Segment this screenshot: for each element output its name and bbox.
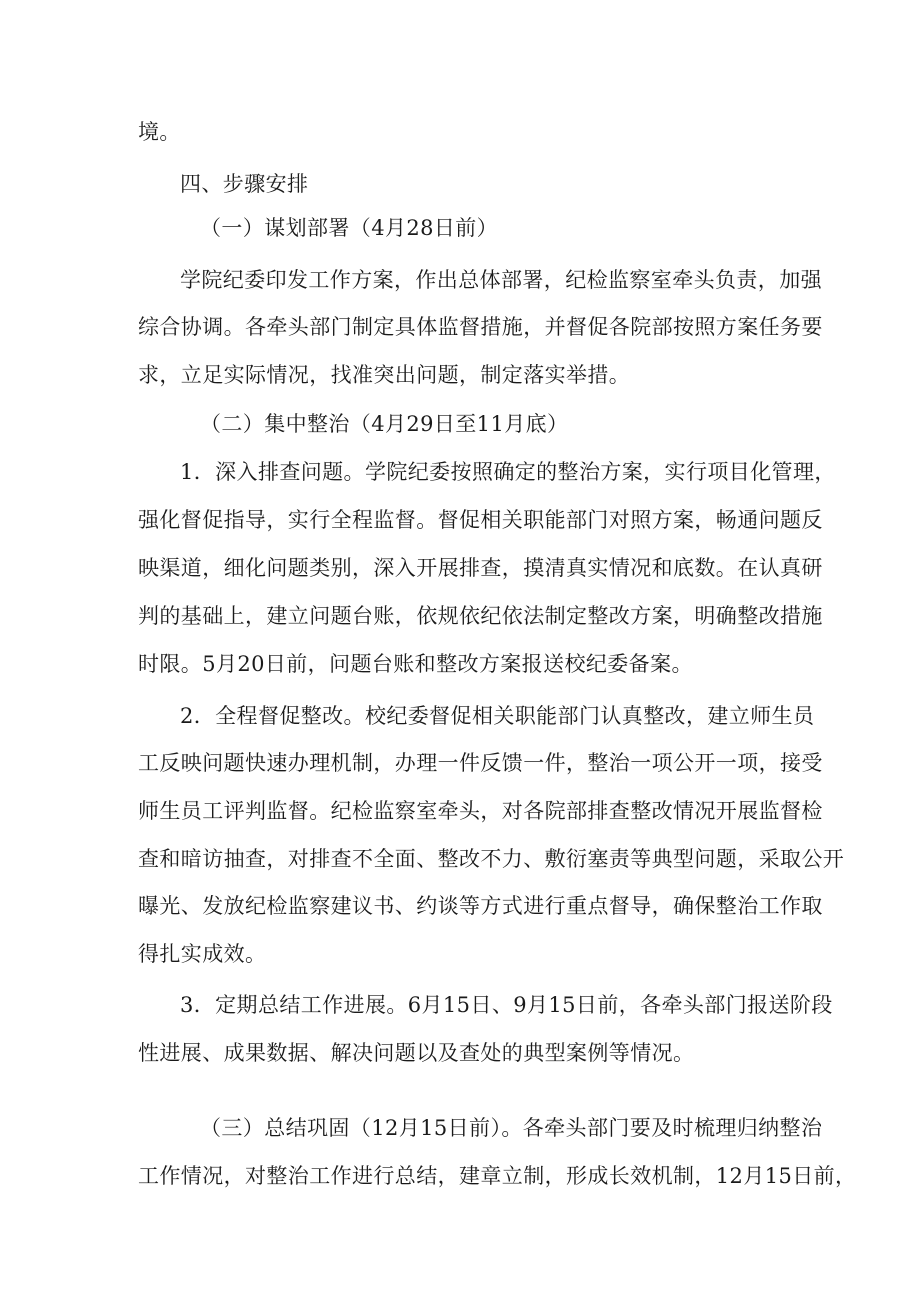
paragraph-line: 工作情况，对整治工作进行总结，建章立制，形成长效机制，12月15日前，: [138, 1164, 857, 1188]
paragraph-line: 工反映问题快速办理机制，办理一件反馈一件，整治一项公开一项，接受: [138, 751, 823, 775]
subsection-heading: （二）集中整治（4月29日至11月底）: [200, 412, 569, 436]
paragraph-line: 综合协调。各牵头部门制定具体监督措施，并督促各院部按照方案任务要: [138, 315, 823, 339]
paragraph-line: 2．全程督促整改。校纪委督促相关职能部门认真整改，建立师生员: [180, 704, 815, 728]
paragraph-line: 判的基础上，建立问题台账，依规依纪依法制定整改方案，明确整改措施: [138, 604, 823, 628]
paragraph-line: 时限。5月20日前，问题台账和整改方案报送校纪委备案。: [138, 652, 693, 676]
paragraph-line: 性进展、成果数据、解决问题以及查处的典型案例等情况。: [138, 1041, 695, 1065]
paragraph-line: 曝光、发放纪检监察建议书、约谈等方式进行重点督导，确保整治工作取: [138, 894, 823, 918]
paragraph-line: 求，立足实际情况，找准突出问题，制定落实举措。: [138, 363, 631, 387]
paragraph-line: 境。: [138, 120, 181, 144]
section-heading: 四、步骤安排: [180, 172, 309, 196]
paragraph-line: 3．定期总结工作进展。6月15日、9月15日前，各牵头部门报送阶段: [180, 993, 833, 1017]
paragraph-line: 得扎实成效。: [138, 942, 267, 966]
paragraph-line: 强化督促指导，实行全程监督。督促相关职能部门对照方案，畅通问题反: [138, 508, 823, 532]
subsection-heading: （一）谋划部署（4月28日前）: [200, 216, 499, 240]
paragraph-line: （三）总结巩固（12月15日前）。各牵头部门要及时梳理归纳整治: [200, 1116, 823, 1140]
paragraph-line: 师生员工评判监督。纪检监察室牵头，对各院部排查整改情况开展监督检: [138, 799, 823, 823]
paragraph-line: 映渠道，细化问题类别，深入开展排查，摸清真实情况和底数。在认真研: [138, 556, 823, 580]
paragraph-line: 学院纪委印发工作方案，作出总体部署，纪检监察室牵头负责，加强: [180, 268, 822, 292]
paragraph-line: 1．深入排查问题。学院纪委按照确定的整治方案，实行项目化管理，: [180, 460, 836, 484]
paragraph-line: 查和暗访抽查，对排查不全面、整改不力、敷衍塞责等典型问题，采取公开: [138, 847, 845, 871]
